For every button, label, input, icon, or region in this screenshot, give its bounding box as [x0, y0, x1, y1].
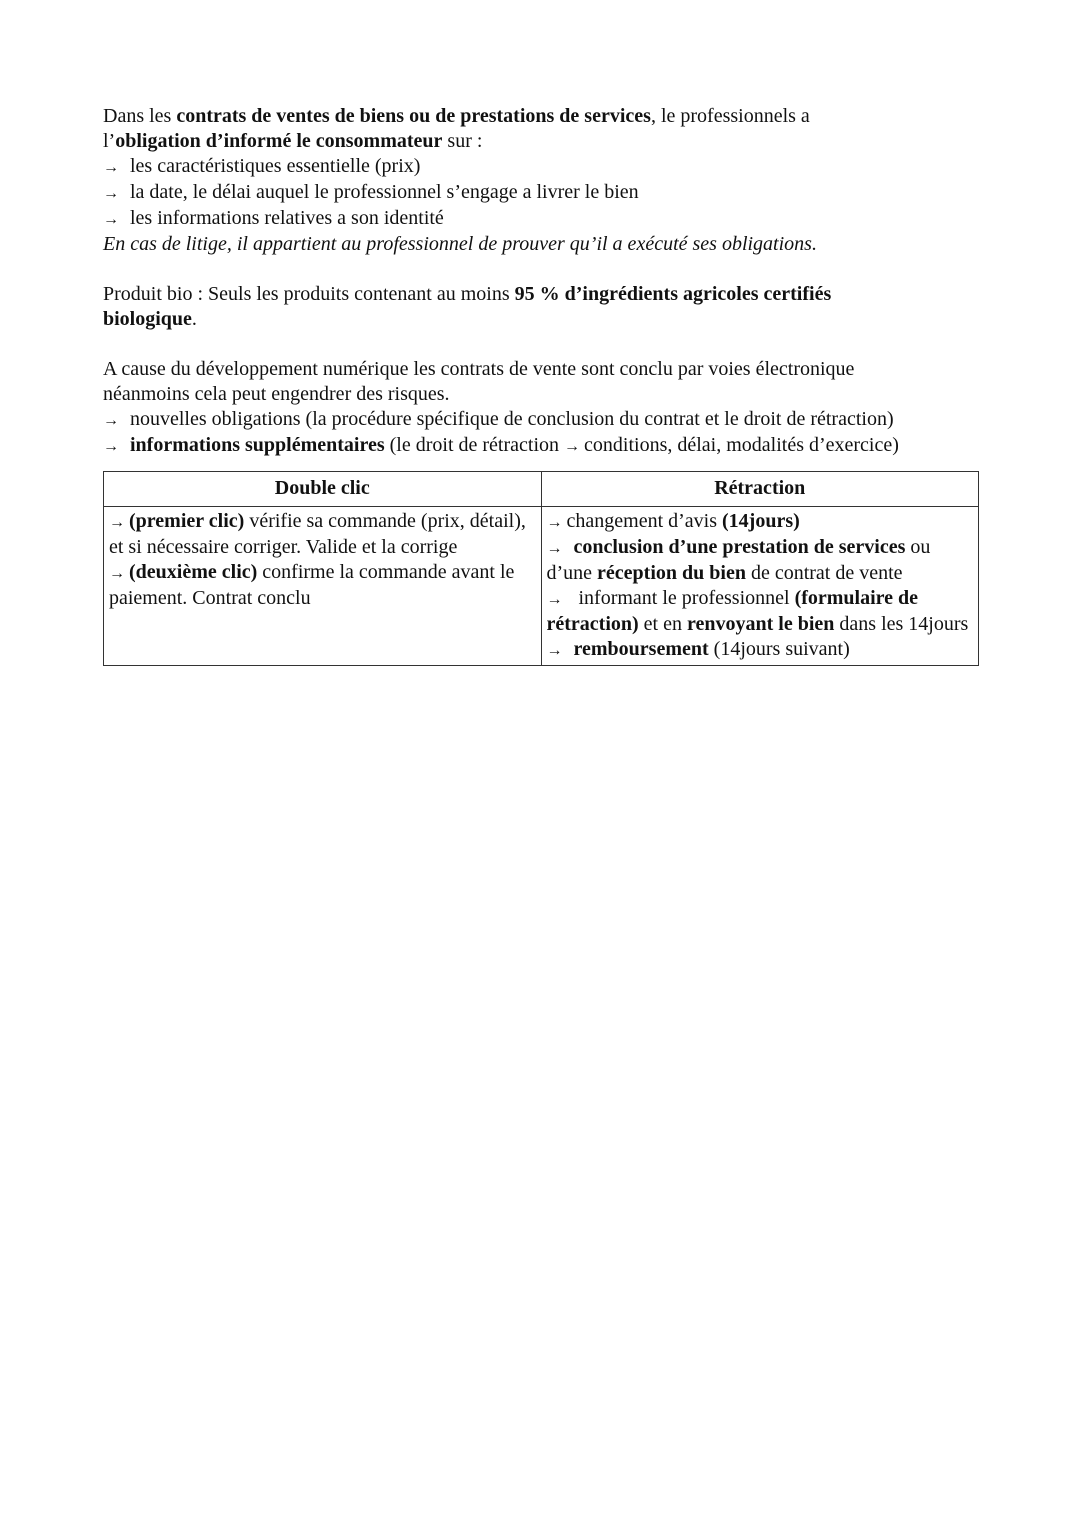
header-double-clic: Double clic [104, 472, 542, 507]
italic-note: En cas de litige, il appartient au professionnel de prouver qu’il a exécuté ses obligations. [103, 233, 817, 255]
arrow-icon: → [103, 159, 119, 176]
paragraph-numerique: A cause du développement numérique les contrats de vente sont conclu par voies électronique néanmoins cela peut engendrer des risques. [103, 358, 855, 405]
arrow-icon: → [103, 211, 119, 228]
header-retraction: Rétraction [541, 472, 979, 507]
document-page [103, 104, 979, 666]
table-header-row [104, 472, 979, 507]
arrow-icon: → [546, 642, 563, 659]
arrow-icon: → [564, 438, 581, 455]
arrow-icon: → [546, 514, 563, 531]
text: sur : [442, 130, 483, 152]
cell-double-clic: → (premier clic) vérifie sa commande (prix, détail), et si nécessaire corriger. Valide et la corrige → (deuxième clic) confirme la commande avant le paiement. Contrat conclu [104, 507, 542, 666]
table-row [104, 507, 979, 666]
text: l’ [103, 130, 116, 152]
arrow-icon: → [546, 591, 563, 608]
comparison-table [103, 471, 979, 666]
paragraph-bio: Produit bio : Seuls les produits contenant au moins 95 % d’ingrédients agricoles certifiés biologique. [103, 283, 832, 330]
arrow-icon: → [103, 438, 119, 455]
list-item: → nouvelles obligations (la procédure spécifique de conclusion du contrat et le droit de rétraction) [103, 407, 979, 433]
list-item: → les informations relatives a son identité [103, 206, 979, 232]
list-item: → la date, le délai auquel le professionnel s’engage a livrer le bien [103, 180, 979, 206]
cell-retraction: → changement d’avis (14jours) → conclusion d’une prestation de services ou d’une réception du bien de contrat de vente → informant le professionnel (formulaire de rétraction) et en renvoyant le bien dans les 14jours → remboursement (14jours suivant) [541, 507, 979, 666]
text: , le professionnels a [650, 105, 810, 127]
bold-text: contrats de ventes de biens ou de prestations de services [176, 105, 651, 127]
arrow-icon: → [109, 565, 125, 582]
list-item: → les caractéristiques essentielle (prix) [103, 154, 979, 180]
paragraph-contracts [103, 104, 979, 154]
arrow-icon: → [109, 514, 125, 531]
arrow-icon: → [546, 540, 563, 557]
arrow-icon: → [103, 185, 119, 202]
text: Dans les [103, 105, 177, 127]
bold-text: obligation d’informé le consommateur [115, 130, 443, 152]
arrow-icon: → [103, 412, 119, 429]
list-item: → informations supplémentaires (le droit de rétraction → conditions, délai, modalités d’exercice) [103, 433, 979, 459]
